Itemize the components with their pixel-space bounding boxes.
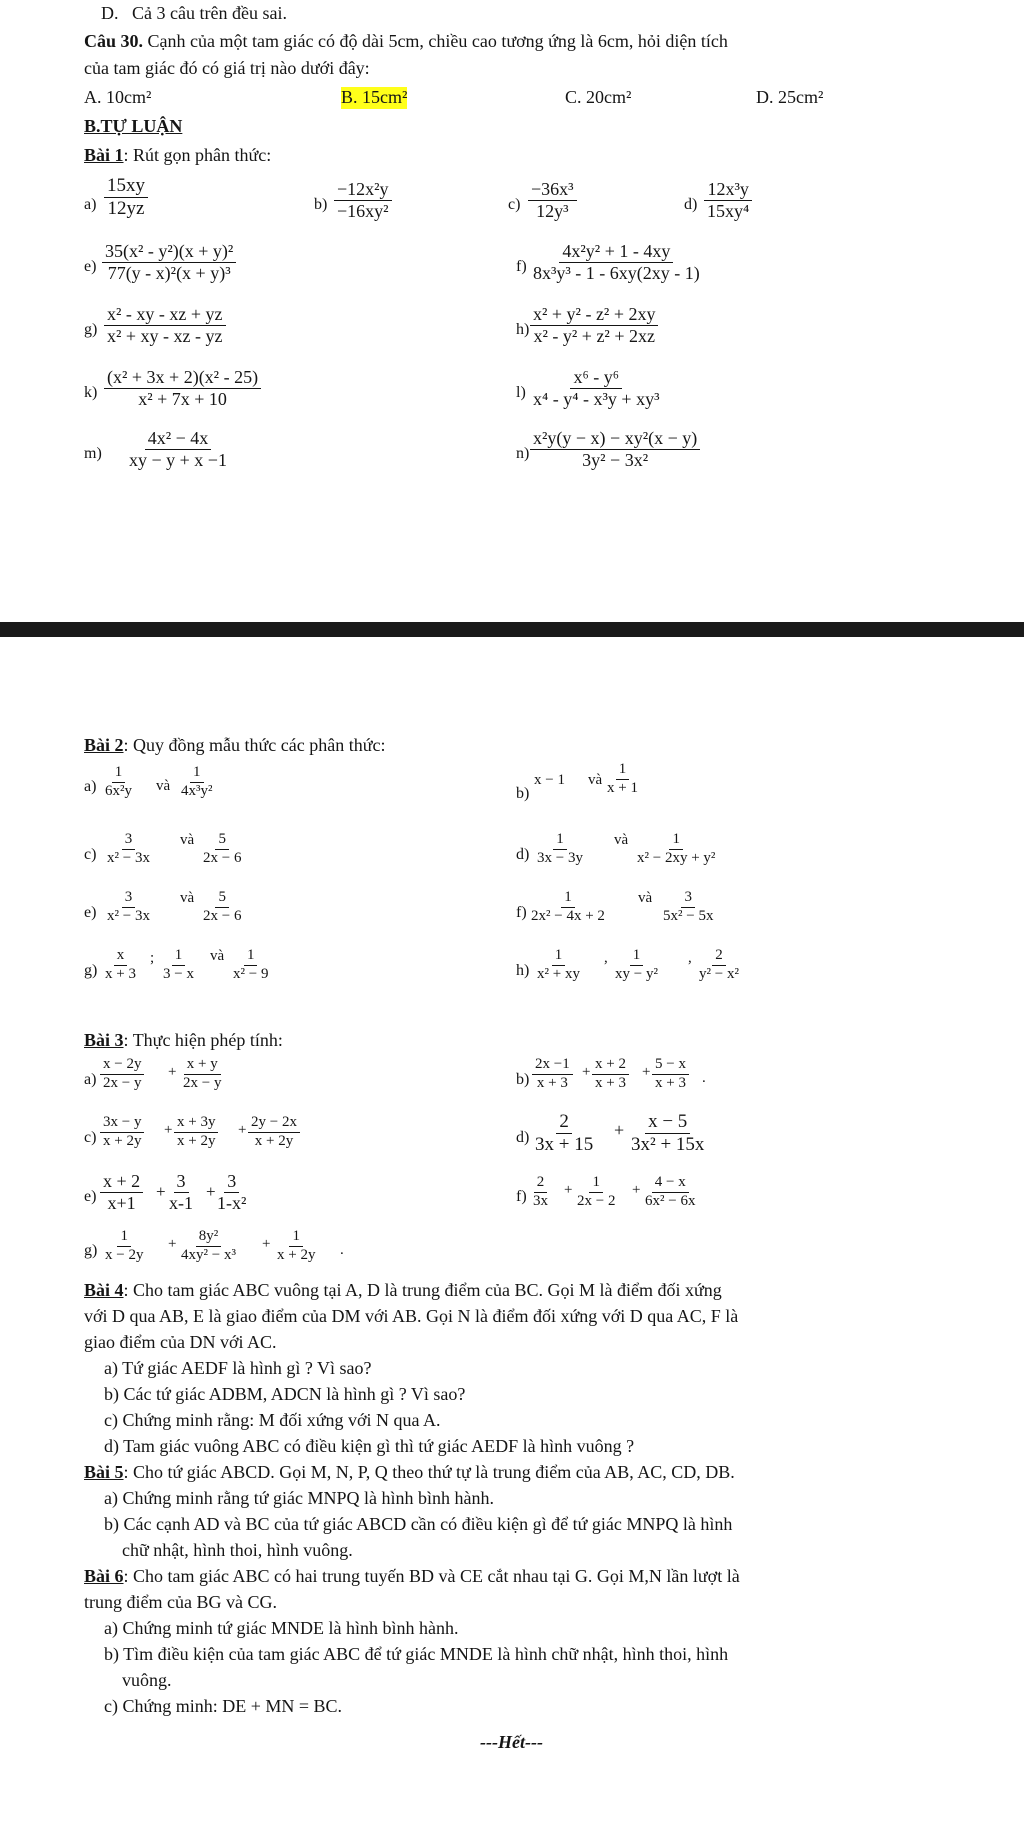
fraction-d <box>704 180 752 221</box>
bai4-line3: giao điểm của DN với AC. <box>84 1332 277 1352</box>
item-label: e) <box>84 904 97 921</box>
denominator: x + 2y <box>254 1132 294 1149</box>
item-label: a) <box>84 1071 97 1088</box>
numerator: 1 <box>553 832 567 850</box>
denominator: x² + 7x + 10 <box>138 388 227 409</box>
numerator: 12x³y <box>704 180 751 201</box>
fraction <box>104 890 153 925</box>
fraction <box>180 1057 224 1092</box>
period: . <box>702 1070 706 1086</box>
denominator: xy − y² <box>615 965 658 982</box>
fraction <box>100 1115 144 1150</box>
numerator: x + y <box>184 1057 221 1075</box>
denominator: 4xy² − x³ <box>181 1246 236 1263</box>
numerator: −36x³ <box>528 180 577 201</box>
fraction <box>274 1229 318 1264</box>
item-label: b) <box>516 1071 530 1088</box>
denominator: y² − x² <box>699 965 739 982</box>
denominator: x + 3 <box>536 1074 568 1091</box>
separator: , <box>604 950 608 966</box>
option-b-highlighted: B. 15cm² <box>341 87 408 107</box>
numerator: 2x −1 <box>532 1057 573 1075</box>
fraction <box>652 1057 689 1092</box>
bai4-item-d: d) Tam giác vuông ABC có điều kiện gì thì tứ giác AEDF là hình vuông ? <box>104 1436 635 1456</box>
numerator: 4x² − 4x <box>145 429 212 450</box>
fraction <box>532 1057 573 1092</box>
fraction <box>178 1229 239 1264</box>
prev-option-d <box>101 3 287 25</box>
fraction-m <box>126 429 230 470</box>
denominator: xy − y + x −1 <box>129 449 227 470</box>
item-label: c) <box>84 846 97 863</box>
numerator: x − 5 <box>645 1112 690 1134</box>
numerator: 8y² <box>196 1229 222 1247</box>
denominator: x + 2y <box>277 1246 316 1263</box>
option-a: A. 10cm² <box>84 87 152 107</box>
numerator: 5 <box>215 832 229 850</box>
denominator: x + 2y <box>177 1132 216 1149</box>
option-label: D. <box>101 3 119 23</box>
numerator: 3 <box>122 890 136 908</box>
fraction <box>634 832 718 867</box>
fraction-n <box>530 429 700 470</box>
bai4-item-b: b) Các tứ giác ADBM, ADCN là hình gì ? Vì sao? <box>104 1384 466 1404</box>
question-30-line2: của tam giác đó có giá trị nào dưới đây: <box>84 58 370 78</box>
question-text: Cạnh của một tam giác có độ dài 5cm, chiều cao tương ứng là 6cm, hỏi diện tích <box>147 31 728 51</box>
item-label: g) <box>84 321 98 338</box>
fraction <box>200 890 244 925</box>
numerator: 3 <box>224 1172 239 1193</box>
numerator: x² + y² - z² + 2xy <box>530 305 658 326</box>
exercise-text: : Quy đồng mẫu thức các phân thức: <box>123 735 386 755</box>
bai6-item-c: c) Chứng minh: DE + MN = BC. <box>104 1696 343 1716</box>
plus-sign: + <box>632 1182 641 1198</box>
denominator: 12y³ <box>536 200 569 221</box>
denominator: 15xy⁴ <box>707 200 750 221</box>
denominator: 2x − 6 <box>203 849 242 866</box>
fraction <box>592 1057 629 1092</box>
end-marker: ---Hết--- <box>480 1732 543 1752</box>
exercise-text: : Cho tứ giác ABCD. Gọi M, N, P, Q theo thứ tự là trung điểm của AB, AC, CD, DB. <box>123 1462 735 1482</box>
page-divider <box>0 622 1024 637</box>
numerator: 3 <box>681 890 695 908</box>
fraction <box>178 765 216 800</box>
fraction-l <box>530 368 662 409</box>
and-word: và <box>588 772 603 788</box>
denominator: 2x − y <box>103 1074 142 1091</box>
denominator: x + 3 <box>595 1074 626 1091</box>
denominator: x² - y² + z² + 2xz <box>533 325 655 346</box>
period: . <box>340 1242 344 1258</box>
denominator: x² − 3x <box>107 907 150 924</box>
numerator: 1 <box>289 1229 303 1247</box>
bai3-heading <box>84 1030 283 1052</box>
plus-sign: + <box>164 1122 173 1138</box>
fraction-h <box>530 305 658 346</box>
exercise-title: Bài 2 <box>84 735 124 755</box>
fraction-g <box>104 305 226 346</box>
plus-sign: + <box>168 1064 177 1080</box>
item-label: e) <box>84 258 97 275</box>
denominator: 1-x² <box>217 1192 247 1213</box>
denominator: x⁴ - y⁴ - x³y + xy³ <box>533 388 660 409</box>
numerator: 2 <box>556 1112 572 1134</box>
denominator: 6x² − 6x <box>645 1192 696 1209</box>
and-word: và <box>180 890 195 906</box>
fraction <box>102 765 135 800</box>
fraction <box>530 1175 551 1210</box>
bai5-item-a: a) Chứng minh rằng tứ giác MNPQ là hình bình hành. <box>104 1488 494 1508</box>
option-c: C. 20cm² <box>565 87 632 107</box>
denominator: x² + xy - xz - yz <box>107 325 223 346</box>
and-word: và <box>180 832 195 848</box>
exercise-title: Bài 1 <box>84 145 124 165</box>
bai4-item-a: a) Tứ giác AEDF là hình gì ? Vì sao? <box>104 1358 372 1378</box>
numerator: 1 <box>172 948 186 966</box>
numerator: 1 <box>630 948 644 966</box>
plus-sign: + <box>206 1182 216 1201</box>
denominator: 8x³y³ - 1 - 6xy(2xy - 1) <box>533 262 700 283</box>
fraction <box>214 1172 249 1213</box>
item-label: b) <box>314 196 328 213</box>
denominator: 3y² − 3x² <box>582 449 649 470</box>
denominator: 4x³y² <box>181 782 213 799</box>
bai2-heading <box>84 735 385 757</box>
fraction-b <box>334 180 392 221</box>
denominator: 3x <box>533 1192 548 1209</box>
numerator: x² - xy - xz + yz <box>104 305 226 326</box>
fraction-k <box>104 368 261 409</box>
numerator: 5 <box>215 890 229 908</box>
numerator: x²y(y − x) − xy²(x − y) <box>530 429 700 450</box>
denominator: 2x − 6 <box>203 907 242 924</box>
numerator: 4x²y² + 1 - 4xy <box>559 242 673 263</box>
exercise-title: Bài 5 <box>84 1462 124 1482</box>
fraction-a <box>104 176 148 219</box>
denominator: 5x² − 5x <box>663 907 714 924</box>
item-label: e) <box>84 1188 97 1205</box>
fraction <box>160 948 197 983</box>
exercise-title: Bài 3 <box>84 1030 124 1050</box>
denominator: x² − 2xy + y² <box>637 849 716 866</box>
denominator: x² + xy <box>537 965 580 982</box>
numerator: 35(x² - y²)(x + y)² <box>102 242 236 263</box>
item-label: f) <box>516 258 527 275</box>
numerator: 5 − x <box>652 1057 689 1075</box>
exercise-text: : Rút gọn phân thức: <box>123 145 272 165</box>
fraction-c <box>528 180 577 221</box>
numerator: 3 <box>174 1172 189 1193</box>
fraction <box>628 1112 707 1155</box>
bai1-heading <box>84 145 271 167</box>
item-label: b) <box>516 785 530 802</box>
numerator: 2y − 2x <box>248 1115 300 1133</box>
expression: x − 1 <box>534 772 565 788</box>
numerator: x − 2y <box>100 1057 144 1075</box>
fraction <box>534 832 586 867</box>
item-label: m) <box>84 445 102 462</box>
fraction <box>200 832 244 867</box>
fraction <box>660 890 716 925</box>
and-word: và <box>210 948 225 964</box>
option-text: Cả 3 câu trên đều sai. <box>132 3 287 23</box>
item-label: g) <box>84 1242 98 1259</box>
denominator: x − 2y <box>105 1246 144 1263</box>
fraction <box>248 1115 300 1150</box>
denominator: x + 1 <box>607 779 638 796</box>
item-label: f) <box>516 1188 527 1205</box>
numerator: 3x − y <box>100 1115 144 1133</box>
numerator: 1 <box>244 948 258 966</box>
numerator: 2 <box>712 948 726 966</box>
fraction <box>696 948 742 983</box>
denominator: 2x − y <box>183 1074 222 1091</box>
fraction <box>528 890 608 925</box>
item-label: h) <box>516 962 530 979</box>
numerator: 2 <box>534 1175 548 1193</box>
item-label: k) <box>84 384 98 401</box>
item-label: d) <box>516 1129 530 1146</box>
fraction <box>100 1057 144 1092</box>
numerator: 1 <box>561 890 575 908</box>
numerator: 1 <box>112 765 126 783</box>
fraction <box>230 948 271 983</box>
question-30 <box>84 31 728 53</box>
bai6-heading <box>84 1566 740 1588</box>
numerator: x + 2 <box>592 1057 629 1075</box>
item-label: n) <box>516 445 530 462</box>
option-d: D. 25cm² <box>756 87 824 107</box>
and-word: và <box>614 832 629 848</box>
denominator: 3x² + 15x <box>631 1133 705 1155</box>
exercise-text: : Thực hiện phép tính: <box>123 1030 283 1050</box>
numerator: 3 <box>122 832 136 850</box>
exercise-title: Bài 4 <box>84 1280 124 1300</box>
bai5-item-b: b) Các cạnh AD và BC của tứ giác ABCD cần có điều kiện gì để tứ giác MNPQ là hình <box>104 1514 733 1534</box>
exercise-text: : Cho tam giác ABC vuông tại A, D là trung điểm của BC. Gọi M là điểm đối xứng <box>123 1280 722 1300</box>
item-label: f) <box>516 904 527 921</box>
fraction <box>574 1175 618 1210</box>
numerator: −12x²y <box>334 180 392 201</box>
plus-sign: + <box>564 1182 573 1198</box>
exercise-title: Bài 6 <box>84 1566 124 1586</box>
plus-sign: + <box>168 1236 177 1252</box>
numerator: (x² + 3x + 2)(x² - 25) <box>104 368 261 389</box>
fraction <box>166 1172 196 1213</box>
denominator: 6x²y <box>105 782 132 799</box>
plus-sign: + <box>262 1236 271 1252</box>
exercise-text: : Cho tam giác ABC có hai trung tuyến BD và CE cắt nhau tại G. Gọi M,N lần lượt là <box>123 1566 740 1586</box>
separator: ; <box>150 950 155 966</box>
fraction <box>174 1115 218 1150</box>
item-label: c) <box>508 196 521 213</box>
item-label: d) <box>684 196 698 213</box>
plus-sign: + <box>582 1064 591 1080</box>
bai4-heading <box>84 1280 722 1302</box>
item-label: l) <box>516 384 526 401</box>
numerator: 1 <box>616 762 630 780</box>
plus-sign: + <box>238 1122 247 1138</box>
numerator: x + 3y <box>174 1115 218 1133</box>
question-number: Câu 30. <box>84 31 144 51</box>
denominator: x² − 9 <box>233 965 269 982</box>
bai6-item-b-cont: vuông. <box>122 1670 172 1690</box>
numerator: 1 <box>117 1229 131 1247</box>
denominator: x-1 <box>169 1192 193 1213</box>
plus-sign: + <box>642 1064 651 1080</box>
and-word: và <box>156 778 171 794</box>
denominator: 77(y - x)²(x + y)³ <box>107 262 231 283</box>
denominator: 2x − 2 <box>577 1192 616 1209</box>
denominator: x + 2y <box>103 1132 142 1149</box>
fraction <box>612 948 661 983</box>
fraction <box>104 832 153 867</box>
fraction <box>534 948 583 983</box>
plus-sign: + <box>614 1120 625 1140</box>
numerator: x⁶ - y⁶ <box>570 368 622 389</box>
denominator: 3x − 3y <box>537 849 583 866</box>
fraction <box>604 762 641 797</box>
denominator: 12yz <box>107 197 145 219</box>
bai4-line2: với D qua AB, E là giao điểm của DM với AB. Gọi N là điểm đối xứng với D qua AC, F là <box>84 1306 739 1326</box>
separator: , <box>688 950 692 966</box>
numerator: 1 <box>589 1175 603 1193</box>
bai6-item-a: a) Chứng minh tứ giác MNDE là hình bình hành. <box>104 1618 459 1638</box>
denominator: x+1 <box>107 1192 136 1213</box>
numerator: x <box>114 948 128 966</box>
denominator: x² − 3x <box>107 849 150 866</box>
item-label: h) <box>516 321 530 338</box>
item-label: c) <box>84 1129 97 1146</box>
numerator: 1 <box>190 765 204 783</box>
fraction <box>102 948 139 983</box>
denominator: 3x + 15 <box>535 1133 594 1155</box>
denominator: 3 − x <box>163 965 194 982</box>
bai4-item-c: c) Chứng minh rằng: M đối xứng với N qua A. <box>104 1410 441 1430</box>
plus-sign: + <box>156 1182 166 1201</box>
bai6-line2: trung điểm của BG và CG. <box>84 1592 277 1612</box>
item-label: g) <box>84 962 98 979</box>
denominator: −16xy² <box>337 200 389 221</box>
numerator: 1 <box>552 948 566 966</box>
numerator: 4 − x <box>652 1175 689 1193</box>
fraction <box>100 1172 143 1213</box>
denominator: x + 3 <box>655 1074 686 1091</box>
denominator: x + 3 <box>105 965 136 982</box>
fraction-e <box>102 242 236 283</box>
numerator: 15xy <box>104 176 148 198</box>
numerator: 1 <box>669 832 683 850</box>
item-label: a) <box>84 778 97 795</box>
fraction <box>642 1175 698 1210</box>
denominator: 2x² − 4x + 2 <box>531 907 605 924</box>
bai5-heading <box>84 1462 735 1484</box>
fraction <box>532 1112 596 1155</box>
bai5-item-b-cont: chữ nhật, hình thoi, hình vuông. <box>122 1540 353 1560</box>
item-label: d) <box>516 846 530 863</box>
bai6-item-b: b) Tìm điều kiện của tam giác ABC để tứ giác MNDE là hình chữ nhật, hình thoi, hình <box>104 1644 729 1664</box>
fraction <box>102 1229 146 1264</box>
and-word: và <box>638 890 653 906</box>
section-heading: B.TỰ LUẬN <box>84 116 183 136</box>
item-label: a) <box>84 196 97 213</box>
fraction-f <box>530 242 703 283</box>
numerator: x + 2 <box>100 1172 143 1193</box>
